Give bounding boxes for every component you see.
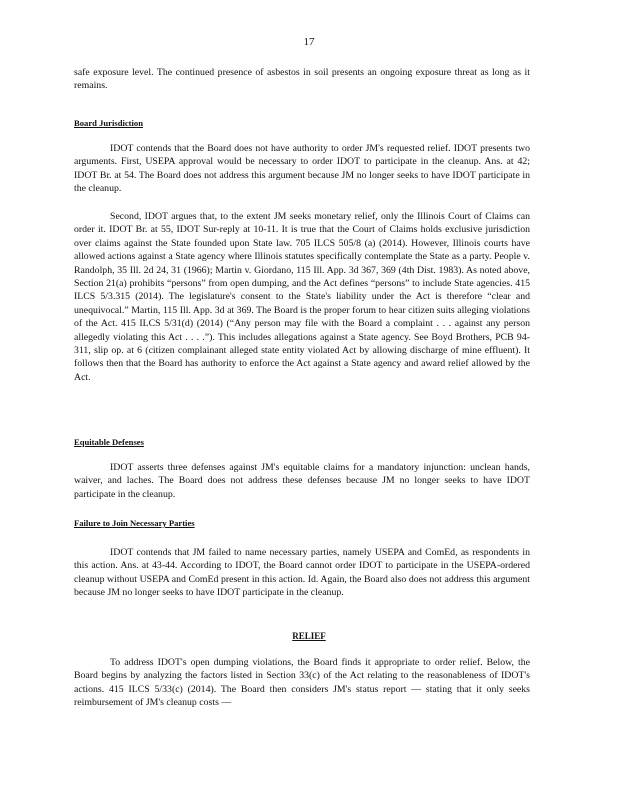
page-number: 17 — [303, 36, 315, 48]
intro-paragraph: safe exposure level. The continued presence of asbestos in soil presents an ongoing exposure threat as long as it remains. — [74, 67, 530, 92]
failure-to-join-paragraph: IDOT contends that JM failed to name necessary parties, namely USEPA and ComEd, as respondents in this action. Ans. at 43-44. According to IDOT, the Board cannot order IDOT to participate in the USEPA-ordered cleanup without USEPA and ComEd present in this action. Id. Again, the Board also does not address this argument because JM no longer seeks to have IDOT participate in the cleanup. — [74, 547, 530, 599]
equitable-defenses-heading: Equitable Defenses — [74, 437, 144, 447]
relief-paragraph: To address IDOT's open dumping violations, the Board finds it appropriate to order relief. Below, the Board begins by analyzing the factors listed in Section 33(c) of the Act relating to the reasonableness of IDOT's actions. 415 ILCS 5/33(c) (2014). The Board then considers JM's status report — stating that it only seeks reimbursement of JM's cleanup costs — — [74, 657, 530, 709]
board-jurisdiction-paragraph-1: IDOT contends that the Board does not have authority to order JM's requested relief. IDOT presents two arguments. First, USEPA approval would be necessary to order IDOT to participate in the cleanup. Ans. at 42; IDOT Br. at 54. The Board does not address this argument because JM no longer seeks to have IDOT participate in the cleanup. — [74, 143, 530, 195]
equitable-defenses-paragraph: IDOT asserts three defenses against JM's equitable claims for a mandatory injunction: unclean hands, waiver, and laches. The Board does not address these defenses because JM no longer seeks to have IDOT participate in the cleanup. — [74, 462, 530, 500]
failure-to-join-heading: Failure to Join Necessary Parties — [74, 518, 195, 528]
relief-heading: RELIEF — [292, 631, 326, 641]
board-jurisdiction-paragraph-2: Second, IDOT argues that, to the extent JM seeks monetary relief, only the Illinois Court of Claims can order it. IDOT Br. at 55, IDOT Sur-reply at 10-11. It is true that the Court of Claims holds exclusive jurisdiction over claims against the State founded upon State law. 705 ILCS 505/8 (a) (2014). However, Illinois courts have allowed actions against a State agency where Illinois statutes specifically contemplate the State as a party. People v. Randolph, 35 Ill. 2d 24, 31 (1966); Martin v. Giordano, 115 Ill. App. 3d 367, 369 (4th Dist. 1983). As noted above, Section 21(a) prohibits “persons” from open dumping, and the Act defines “persons” to include State agencies. 415 ILCS 5/3.315 (2014). The legislature's consent to the State's liability under the Act is therefore “clear and unequivocal.” Martin, 115 Ill. App. 3d at 369. The Board is the proper forum to hear citizen suits alleging violations of the Act. 415 ILCS 5/31(d) (2014) (“Any person may file with the Board a complaint . . . against any person allegedly violating this Act . . . .”). This includes allegations against a State agency. See Boyd Brothers, PCB 94-311, slip op. at 6 (citizen complainant alleged state entity violated Act by allowing discharge of mine effluent). It follows then that the Board has authority to enforce the Act against a State agency and award relief allowed by the Act. — [74, 211, 530, 383]
board-jurisdiction-heading: Board Jurisdiction — [74, 118, 143, 128]
